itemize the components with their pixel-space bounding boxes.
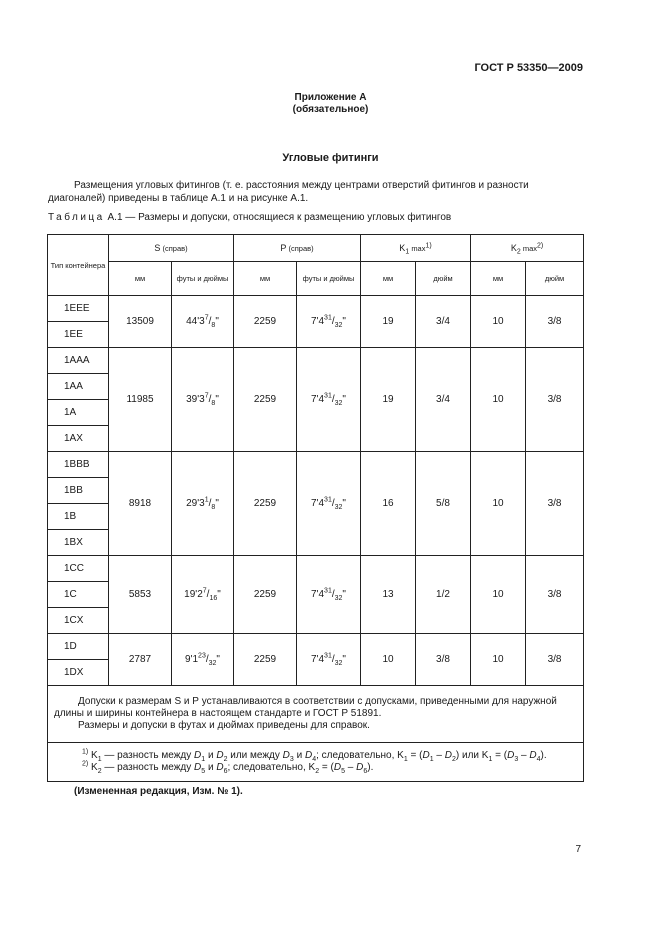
k1-in-cell: 1/2 <box>416 556 471 634</box>
k2-mm-cell: 10 <box>471 348 526 452</box>
p-ft-cell-tail: " <box>342 498 346 509</box>
k1-in-cell: 3/8 <box>416 634 471 686</box>
s-ft-cell-den: 16 <box>209 595 218 602</box>
p-ft-cell: $7'4^{31}/_{32}$" <box>297 348 361 452</box>
s-ft-cell-whole: 39'3 <box>186 394 205 405</box>
s-ft-cell-tail: " <box>217 589 221 600</box>
s-ft-cell: $19'2^7/_{16}$" <box>172 556 234 634</box>
table-note: Допуски к размерам S и Р устанавливаются в соответствии с допусками, приведенными для наружной длины и ширины контейнера в настоящем стандарте и ГОСТ Р 51891. <box>54 696 557 719</box>
container-type-cell: 1EE <box>48 322 109 348</box>
container-type-cell: 1DX <box>48 660 109 686</box>
container-type-cell: 1AA <box>48 374 109 400</box>
header-row-2 <box>48 262 584 296</box>
table-note: Размеры и допуски в футах и дюймах приведены для справок. <box>78 720 370 731</box>
s-ft-cell: $29'3^1/_8$" <box>172 452 234 556</box>
p-ft-cell-whole: 7'4 <box>311 589 325 600</box>
s-mm-cell: 8918 <box>109 452 172 556</box>
table-row <box>48 634 584 660</box>
k2-in-cell: 3/8 <box>526 348 584 452</box>
fittings-table <box>47 234 584 782</box>
p-ft-cell-whole: 7'4 <box>311 316 325 327</box>
p-ft-cell-whole: 7'4 <box>311 498 325 509</box>
s-ft-cell-den: 8 <box>211 322 216 329</box>
k1-mm-cell: 19 <box>361 296 416 348</box>
footnote-1: $^{1)}$ $K_1$ — разность между $D_1$ и $D_2$ или между $D_3$ и $D_4$; следовательно, $K_1 = (D_1 - D_2)$ или $K_1 = (D_3 - D_4)$. <box>82 748 547 763</box>
p-ft-cell-tail: " <box>342 316 346 327</box>
p-ft-cell-den: 32 <box>334 322 343 329</box>
intro-paragraph: Размещения угловых фитингов (т. е. расстояния между центрами отверстий фитингов и разности диагоналей) приведены в таблице А.1 и на рисунке А.1. <box>48 180 529 204</box>
p-mm-cell: 2259 <box>234 452 297 556</box>
unit-p-mm: мм <box>234 262 297 296</box>
p-mm-cell: 2259 <box>234 296 297 348</box>
s-ft-cell-tail: " <box>215 316 219 327</box>
p-mm-cell: 2259 <box>234 348 297 452</box>
k2-in-cell: 3/8 <box>526 296 584 348</box>
annex-status: (обязательное) <box>292 104 369 115</box>
container-type-cell: 1BX <box>48 530 109 556</box>
container-type-cell: 1BBB <box>48 452 109 478</box>
s-ft-cell-num: 1 <box>204 496 209 504</box>
unit-s-ft: футы и дюймы <box>172 262 234 296</box>
notes-row <box>48 686 584 743</box>
unit-p-ft: футы и дюймы <box>297 262 361 296</box>
table-row <box>48 452 584 478</box>
p-ft-cell: $7'4^{31}/_{32}$" <box>297 556 361 634</box>
p-ft-cell-num: 31 <box>324 587 332 595</box>
p-ft-cell-den: 32 <box>334 595 343 602</box>
container-type-cell: 1D <box>48 634 109 660</box>
p-ft-cell-num: 31 <box>324 392 332 400</box>
footnotes-row <box>48 743 584 782</box>
header-k2: $K_2$ $\max^{2)}$ <box>471 235 584 262</box>
standard-number: ГОСТ Р 53350—2009 <box>474 62 583 74</box>
container-type-cell: 1AX <box>48 426 109 452</box>
unit-k1-in: дюйм <box>416 262 471 296</box>
annex-heading <box>0 92 661 116</box>
table-footnotes <box>48 743 584 782</box>
p-ft-cell-den: 32 <box>334 400 343 407</box>
k1-mm-cell: 16 <box>361 452 416 556</box>
s-ft-cell-den: 8 <box>211 400 216 407</box>
s-ft-cell-den: 32 <box>208 660 217 667</box>
s-ft-cell-num: 7 <box>204 314 209 322</box>
k2-mm-cell: 10 <box>471 556 526 634</box>
k2-in-cell: 3/8 <box>526 634 584 686</box>
s-mm-cell: 13509 <box>109 296 172 348</box>
k1-mm-cell: 10 <box>361 634 416 686</box>
s-mm-cell: 5853 <box>109 556 172 634</box>
p-ft-cell-num: 31 <box>324 652 332 660</box>
k2-mm-cell: 10 <box>471 452 526 556</box>
header-p: P (справ) <box>234 235 361 262</box>
p-ft-cell: $7'4^{31}/_{32}$" <box>297 634 361 686</box>
container-type-cell: 1C <box>48 582 109 608</box>
s-ft-cell-whole: 29'3 <box>186 498 205 509</box>
header-row-1 <box>48 235 584 262</box>
table-row <box>48 348 584 374</box>
container-type-cell: 1AAA <box>48 348 109 374</box>
p-ft-cell: $7'4^{31}/_{32}$" <box>297 452 361 556</box>
header-k1: $K_1$ $\max^{1)}$ <box>361 235 471 262</box>
k2-in-cell: 3/8 <box>526 556 584 634</box>
s-ft-cell: $44'3^7/_8$" <box>172 296 234 348</box>
s-ft-cell-tail: " <box>215 498 219 509</box>
s-ft-cell: $39'3^7/_8$" <box>172 348 234 452</box>
header-s: S (справ) <box>109 235 234 262</box>
p-ft-cell-whole: 7'4 <box>311 394 325 405</box>
s-mm-cell: 11985 <box>109 348 172 452</box>
footnote-2: $^{2)}$ $K_2$ — разность между $D_5$ и $D_6$; следовательно, $K_2 = (D_5 - D_6)$. <box>82 760 374 775</box>
p-ft-cell-den: 32 <box>334 504 343 511</box>
s-ft-cell-whole: 44'3 <box>186 316 205 327</box>
container-type-cell: 1EEE <box>48 296 109 322</box>
container-type-cell: 1CC <box>48 556 109 582</box>
s-ft-cell-num: 23 <box>198 652 206 660</box>
unit-k2-mm: мм <box>471 262 526 296</box>
table-caption-label: Таблица <box>48 212 105 223</box>
s-ft-cell-tail: " <box>215 394 219 405</box>
unit-s-mm: мм <box>109 262 172 296</box>
s-ft-cell-num: 7 <box>204 392 209 400</box>
k1-in-cell: 3/4 <box>416 296 471 348</box>
k1-in-cell: 3/4 <box>416 348 471 452</box>
p-mm-cell: 2259 <box>234 556 297 634</box>
s-mm-cell: 2787 <box>109 634 172 686</box>
header-container-type: Тип контейнера <box>48 235 109 296</box>
p-ft-cell-tail: " <box>342 589 346 600</box>
k2-in-cell: 3/8 <box>526 452 584 556</box>
amendment-note: (Измененная редакция, Изм. № 1). <box>74 786 243 797</box>
k1-in-cell: 5/8 <box>416 452 471 556</box>
p-ft-cell-whole: 7'4 <box>311 654 325 665</box>
k2-mm-cell: 10 <box>471 296 526 348</box>
section-title: Угловые фитинги <box>282 152 379 164</box>
k1-mm-cell: 13 <box>361 556 416 634</box>
container-type-cell: 1B <box>48 504 109 530</box>
table-row <box>48 556 584 582</box>
table-body <box>48 235 584 782</box>
unit-k2-in: дюйм <box>526 262 584 296</box>
page-number: 7 <box>575 844 581 855</box>
p-ft-cell-tail: " <box>342 394 346 405</box>
k1-mm-cell: 19 <box>361 348 416 452</box>
table-caption-text: А.1 — Размеры и допуски, относящиеся к размещению угловых фитингов <box>104 212 452 223</box>
table-caption <box>48 212 451 223</box>
s-ft-cell: $9'1^{23}/_{32}$" <box>172 634 234 686</box>
p-mm-cell: 2259 <box>234 634 297 686</box>
container-type-cell: 1BB <box>48 478 109 504</box>
s-ft-cell-den: 8 <box>211 504 216 511</box>
p-ft-cell-tail: " <box>342 654 346 665</box>
s-ft-cell-whole: 19'2 <box>184 589 203 600</box>
p-ft-cell: $7'4^{31}/_{32}$" <box>297 296 361 348</box>
p-ft-cell-den: 32 <box>334 660 343 667</box>
container-type-cell: 1CX <box>48 608 109 634</box>
s-ft-cell-num: 7 <box>202 587 207 595</box>
unit-k1-mm: мм <box>361 262 416 296</box>
table-notes <box>48 686 584 743</box>
k2-mm-cell: 10 <box>471 634 526 686</box>
p-ft-cell-num: 31 <box>324 314 332 322</box>
s-ft-cell-whole: 9'1 <box>185 654 199 665</box>
annex-title: Приложение А <box>294 92 367 103</box>
s-ft-cell-tail: " <box>216 654 220 665</box>
container-type-cell: 1A <box>48 400 109 426</box>
table-row <box>48 296 584 322</box>
p-ft-cell-num: 31 <box>324 496 332 504</box>
